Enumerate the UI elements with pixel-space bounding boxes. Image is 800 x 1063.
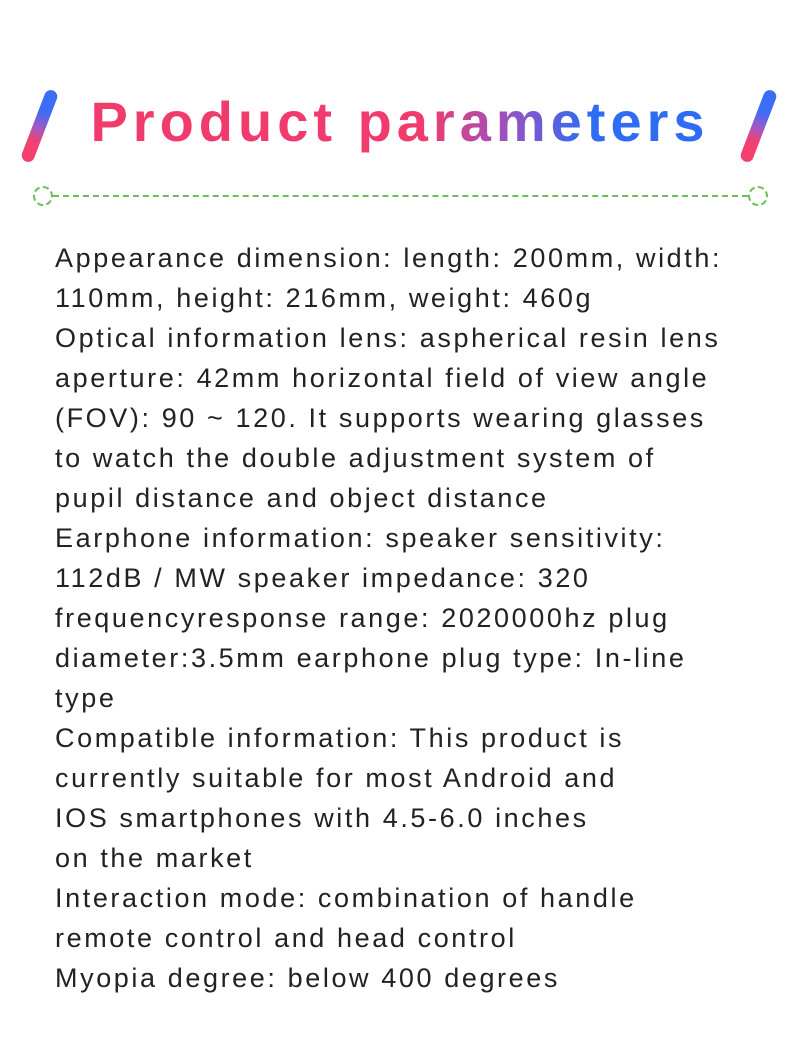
- spec-line: aperture: 42mm horizontal field of view angle: [55, 363, 710, 393]
- spec-line: (FOV): 90 ~ 120. It supports wearing glasses: [55, 403, 706, 433]
- spec-line: type: [55, 683, 117, 713]
- product-specs: [55, 238, 770, 998]
- spec-line: Interaction mode: combination of handle: [55, 883, 637, 913]
- page-title: Product parameters: [0, 86, 800, 158]
- spec-line: Appearance dimension: length: 200mm, width:: [55, 243, 723, 273]
- spec-line: remote control and head control: [55, 923, 517, 953]
- spec-line: on the market: [55, 843, 254, 873]
- spec-line: Myopia degree: below 400 degrees: [55, 963, 560, 993]
- spec-line: to watch the double adjustment system of: [55, 443, 656, 473]
- spec-line: IOS smartphones with 4.5-6.0 inches: [55, 803, 589, 833]
- spec-line: Compatible information: This product is: [55, 723, 625, 753]
- spec-line: Optical information lens: aspherical resin lens: [55, 323, 721, 353]
- spec-line: 112dB / MW speaker impedance: 320: [55, 563, 591, 593]
- spec-line: frequencyresponse range: 2020000hz plug: [55, 603, 670, 633]
- spec-line: Earphone information: speaker sensitivity:: [55, 523, 666, 553]
- divider-circle-right-icon: [748, 186, 768, 206]
- section-divider: [33, 186, 768, 206]
- divider-dashed-line: [53, 195, 748, 197]
- spec-line: diameter:3.5mm earphone plug type: In-line: [55, 643, 687, 673]
- spec-line: 110mm, height: 216mm, weight: 460g: [55, 283, 594, 313]
- divider-circle-left-icon: [33, 186, 53, 206]
- spec-line: currently suitable for most Android and: [55, 763, 618, 793]
- spec-line: pupil distance and object distance: [55, 483, 549, 513]
